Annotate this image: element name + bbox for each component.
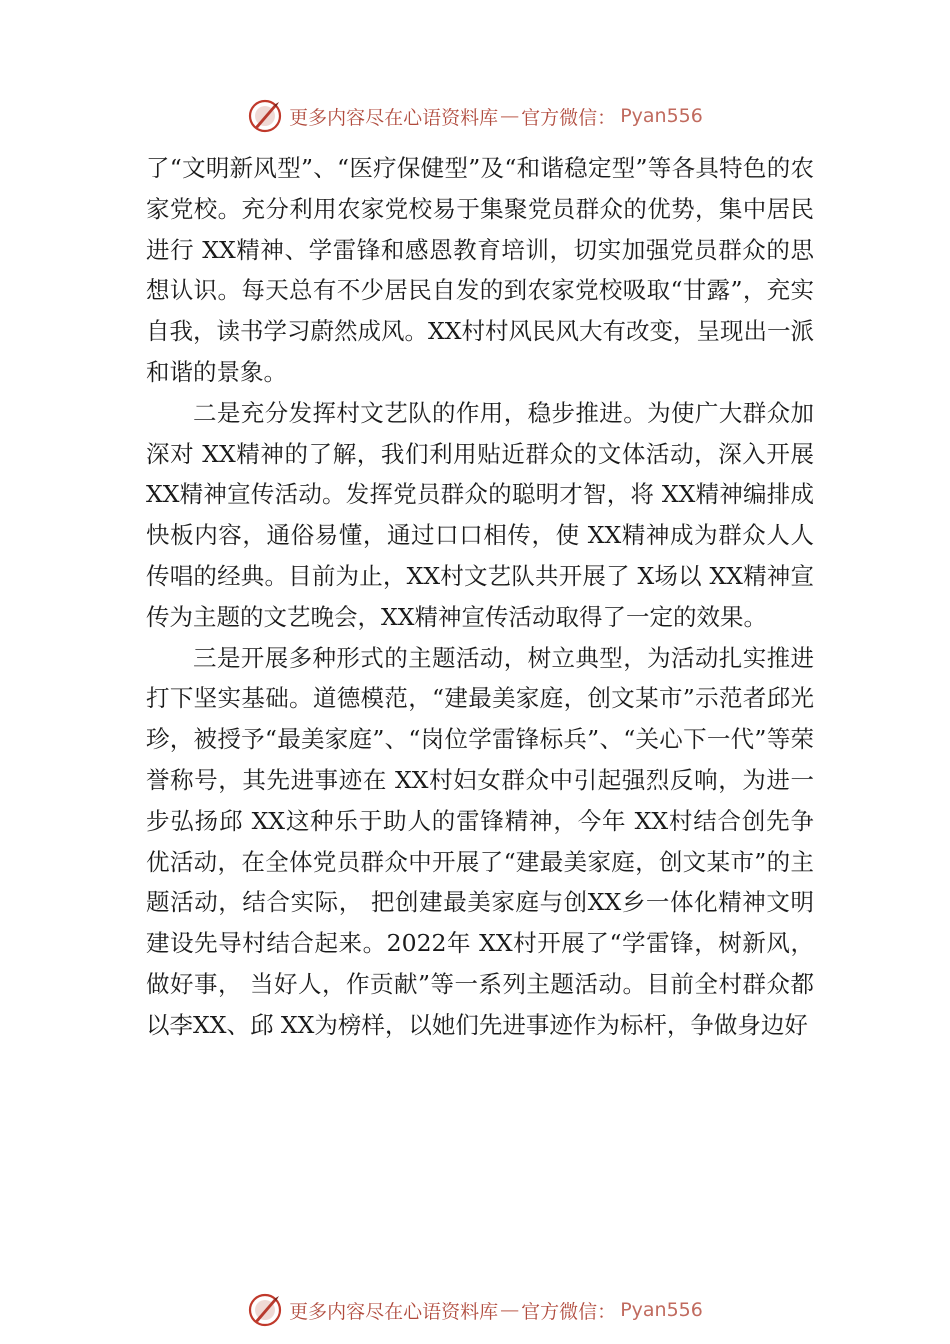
banner-separator: —: [500, 105, 520, 127]
banner-title: 更多内容尽在心语资料库: [289, 106, 499, 129]
banner-account-id: Pyan556: [620, 1299, 703, 1321]
banner-account-label: 官方微信：: [521, 1300, 617, 1323]
footer-banner: [0, 1290, 950, 1330]
paragraph-third-point: 三是开展多种形式的主题活动，树立典型，为活动扎实推进打下坚实基础。道德模范，“建最美家庭，创文某市”示范者邱光珍，被授予“最美家庭”、“岗位学雷锋标兵”、“关心下一代”等荣誉称号，其先进事迹在 XX村妇女群众中引起强烈反响，为进一步弘扬邱 XX这种乐于助人的雷锋精神，今年 XX村结合创先争优活动，在全体党员群众中开展了“建最美家庭，创文某市”的主题活动，结合实际， 把创建最美家庭与创XX乡一体化精神文明建设先导村结合起来。2022年 XX村开展了“学雷锋，树新风，做好事， 当好人，作贡献”等一系列主题活动。目前全村群众都以李XX、邱 XX为榜样，以她们先进事迹作为标杆，争做身边好: [146, 643, 814, 1039]
paragraph-second-point: 二是充分发挥村文艺队的作用，稳步推进。为使广大群众加深对 XX精神的了解，我们利用贴近群众的文体活动，深入开展 XX精神宣传活动。发挥党员群众的聪明才智，将 XX精神编排成快板内容，通俗易懂，通过口口相传，使 XX精神成为群众人人传唱的经典。目前为止，XX村文艺队共开展了 X场以 XX精神宣传为主题的文艺晚会，XX精神宣传活动取得了一定的效果。: [146, 398, 814, 631]
banner-account-label: 官方微信：: [521, 106, 617, 129]
quill-logo-icon: [247, 98, 283, 134]
paragraph-continuation: 了“文明新风型”、“医疗保健型”及“和谐稳定型”等各具特色的农家党校。充分利用农家党校易于集聚党员群众的优势，集中居民进行 XX精神、学雷锋和感恩教育培训，切实加强党员群众的思想认识。每天总有不少居民自发的到农家党校吸取“甘露”，充实自我，读书学习蔚然成风。XX村村风民风大有改变，呈现出一派和谐的景象。: [146, 154, 814, 386]
quill-logo-icon: [247, 1292, 283, 1328]
document-body: [146, 148, 814, 1046]
banner-separator: —: [500, 1299, 520, 1321]
header-banner: [0, 96, 950, 136]
banner-title: 更多内容尽在心语资料库: [289, 1300, 499, 1323]
banner-account-id: Pyan556: [620, 105, 703, 127]
